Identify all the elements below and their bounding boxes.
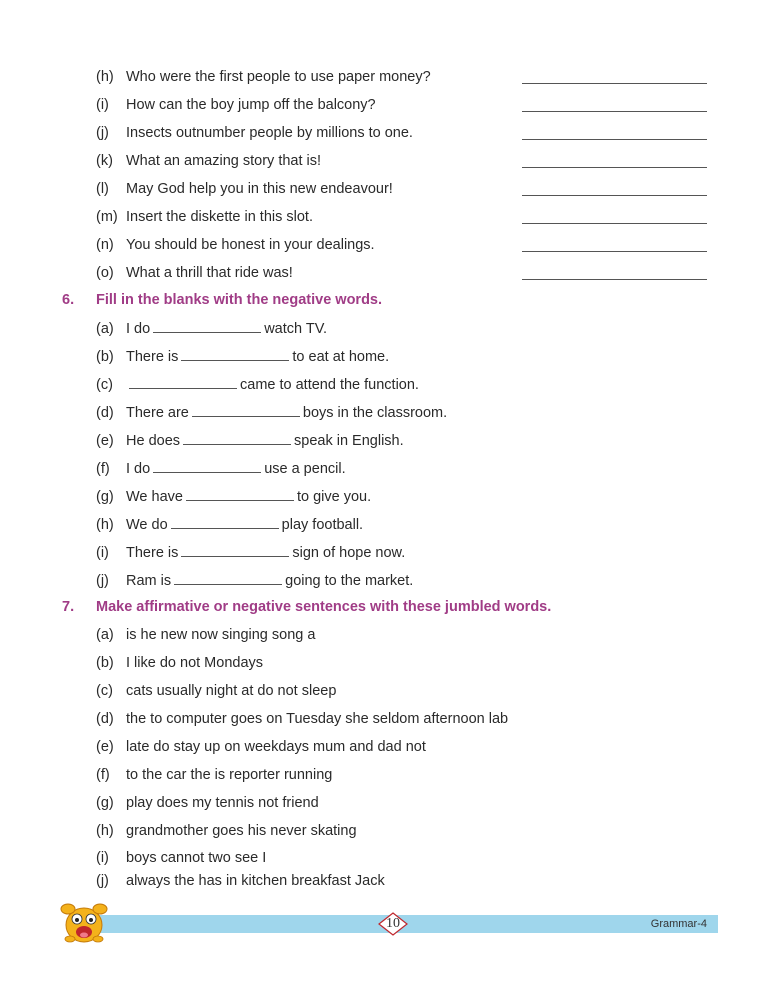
jumbled-item: (b) I like do not Mondays: [96, 655, 264, 671]
blank-field[interactable]: [181, 543, 289, 557]
fill-blank-item: (h) We do play football.: [96, 517, 364, 533]
blank-field[interactable]: [192, 403, 300, 417]
blank-field[interactable]: [181, 347, 289, 361]
fill-blank-item: (b) There is to eat at home.: [96, 349, 390, 365]
jumbled-item: (a) is he new now singing song a: [96, 627, 316, 643]
fill-blank-item: (i) There is sign of hope now.: [96, 545, 406, 561]
fill-blank-item: (e) He does speak in English.: [96, 433, 404, 449]
question-item: (n) You should be honest in your dealings.: [96, 237, 375, 253]
answer-line[interactable]: [522, 223, 707, 224]
answer-line[interactable]: [522, 111, 707, 112]
answer-line[interactable]: [522, 279, 707, 280]
fill-blank-item: (a) I do watch TV.: [96, 321, 328, 337]
jumbled-item: (d) the to computer goes on Tuesday she seldom afternoon lab: [96, 711, 509, 727]
answer-line[interactable]: [522, 139, 707, 140]
jumbled-item: (e) late do stay up on weekdays mum and dad not: [96, 739, 426, 755]
jumbled-item: (i) boys cannot two see I: [96, 850, 267, 866]
answer-line[interactable]: [522, 167, 707, 168]
question-item: (l) May God help you in this new endeavour!: [96, 181, 393, 197]
jumbled-item: (g) play does my tennis not friend: [96, 795, 319, 811]
section-heading: 7. Make affirmative or negative sentences with these jumbled words.: [62, 599, 552, 615]
jumbled-item: (h) grandmother goes his never skating: [96, 823, 357, 839]
page-number: 10: [386, 916, 400, 931]
blank-field[interactable]: [174, 571, 282, 585]
blank-field[interactable]: [171, 515, 279, 529]
jumbled-item: (c) cats usually night at do not sleep: [96, 683, 337, 699]
mascot-icon: [58, 895, 110, 945]
question-item: (j) Insects outnumber people by millions to one.: [96, 125, 413, 141]
fill-blank-item: (d) There are boys in the classroom.: [96, 405, 448, 421]
section-heading: 6. Fill in the blanks with the negative words.: [62, 292, 383, 308]
jumbled-item: (f) to the car the is reporter running: [96, 767, 333, 783]
blank-field[interactable]: [153, 459, 261, 473]
fill-blank-item: (j) Ram is going to the market.: [96, 573, 414, 589]
blank-field[interactable]: [186, 487, 294, 501]
question-item: (h) Who were the first people to use paper money?: [96, 69, 431, 85]
jumbled-item: (j) always the has in kitchen breakfast Jack: [96, 873, 385, 889]
fill-blank-item: (g) We have to give you.: [96, 489, 372, 505]
fill-blank-item: (c) came to attend the function.: [96, 377, 419, 393]
question-item: (o) What a thrill that ride was!: [96, 265, 293, 281]
blank-field[interactable]: [183, 431, 291, 445]
fill-blank-item: (f) I do use a pencil.: [96, 461, 346, 477]
blank-field[interactable]: [153, 319, 261, 333]
answer-line[interactable]: [522, 195, 707, 196]
question-item: (i) How can the boy jump off the balcony?: [96, 97, 376, 113]
answer-line[interactable]: [522, 251, 707, 252]
question-item: (k) What an amazing story that is!: [96, 153, 322, 169]
answer-line[interactable]: [522, 83, 707, 84]
blank-field[interactable]: [129, 375, 237, 389]
book-title: Grammar-4: [650, 918, 707, 930]
question-item: (m) Insert the diskette in this slot.: [96, 209, 313, 225]
